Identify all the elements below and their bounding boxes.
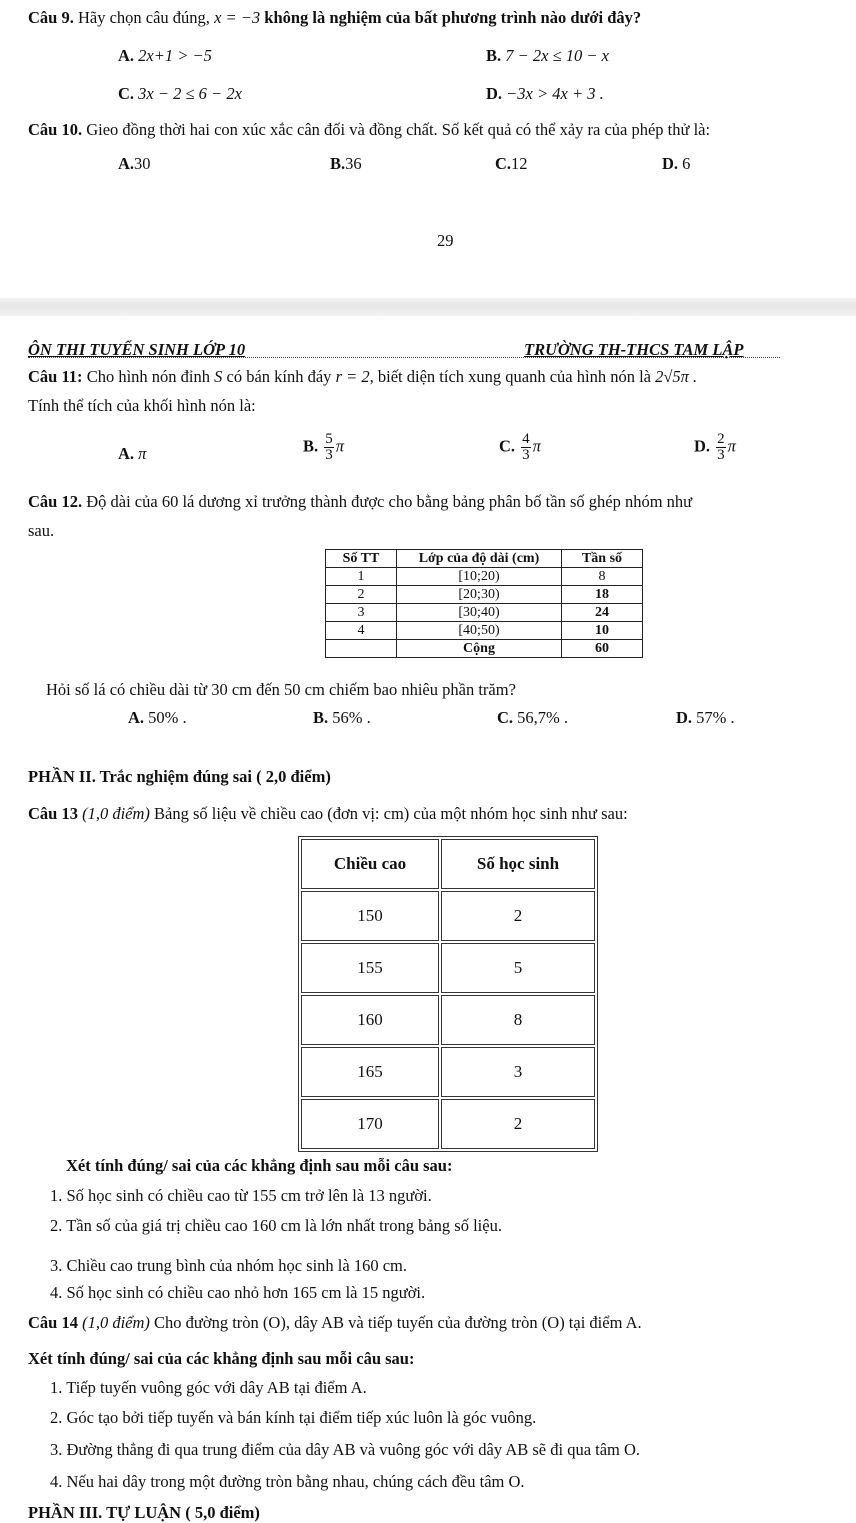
option-text: 2x+1 > −5 xyxy=(138,46,212,65)
option-letter: B. xyxy=(303,436,319,456)
table-total-row xyxy=(326,640,643,658)
page-break-gap xyxy=(0,298,856,316)
q9-option-b xyxy=(486,46,609,66)
part3-title-cut: PHẦN III. TỰ LUẬN ( 5,0 điểm) xyxy=(28,1503,260,1522)
q13-statement-3: 3. Chiều cao trung bình của nhóm học sinh là 160 cm. xyxy=(50,1256,407,1275)
q11-text-c: , biết diện tích xung quanh của hình nón là xyxy=(369,367,651,386)
q11-text-d: Tính thể tích của khối hình nón là: xyxy=(28,396,256,415)
option-letter: C. xyxy=(499,436,516,456)
q12-label: Câu 12. xyxy=(28,492,83,511)
table-cell: 8 xyxy=(441,995,595,1045)
option-letter: B. xyxy=(486,46,502,65)
q12-option-c xyxy=(497,708,568,728)
q11-text-a: Cho hình nón đỉnh xyxy=(86,367,210,386)
table-cell: [20;30) xyxy=(397,586,562,604)
q12-text-line1: Độ dài của 60 lá dương xỉ trưởng thành được cho bằng bảng phân bố tần số ghép nhóm như xyxy=(86,492,693,511)
option-text: π xyxy=(335,436,345,456)
q11-text-b: có bán kính đáy xyxy=(226,367,332,386)
option-letter: D. xyxy=(676,708,693,727)
q9-option-c xyxy=(118,84,242,104)
option-text: 30 xyxy=(134,154,151,173)
table-header-cell: Số TT xyxy=(326,550,397,568)
q12-option-d xyxy=(676,708,735,728)
q12-option-a xyxy=(128,708,187,728)
q14-text: Cho đường tròn (O), dây AB và tiếp tuyến của đường tròn (O) tại điểm A. xyxy=(154,1313,642,1332)
option-text: 56,7% . xyxy=(517,708,569,727)
q13-instruction: Xét tính đúng/ sai của các khẳng định sau mỗi câu sau: xyxy=(66,1156,453,1175)
table-header-row xyxy=(301,839,595,889)
q14-statement-2: 2. Góc tạo bởi tiếp tuyến và bán kính tại điểm tiếp xúc luôn là góc vuông. xyxy=(50,1408,537,1427)
q13-statement-1: 1. Số học sinh có chiều cao từ 155 cm trở lên là 13 người. xyxy=(50,1186,432,1205)
table-row xyxy=(326,568,643,586)
table-cell: 10 xyxy=(562,622,643,640)
q9-stem xyxy=(28,8,641,28)
table-cell: [10;20) xyxy=(397,568,562,586)
numerator: 5 xyxy=(325,431,333,447)
table-cell: 3 xyxy=(326,604,397,622)
option-letter: A. xyxy=(118,46,135,65)
table-header-cell: Chiều cao xyxy=(301,839,439,889)
table-row xyxy=(301,891,595,941)
q13-height-table xyxy=(298,836,598,1152)
option-letter: D. xyxy=(486,84,503,103)
q10-option-d xyxy=(662,154,690,174)
q11-option-d xyxy=(694,432,736,463)
table-cell: 4 xyxy=(326,622,397,640)
q13-statement-2: 2. Tần số của giá trị chiều cao 160 cm là lớn nhất trong bảng số liệu. xyxy=(50,1216,502,1235)
page-number: 29 xyxy=(437,231,454,250)
q12-question: Hỏi số lá có chiều dài từ 30 cm đến 50 cm chiếm bao nhiêu phần trăm? xyxy=(46,680,516,699)
q9-text-b: không là nghiệm của bất phương trình nào dưới đây? xyxy=(264,8,642,27)
table-cell: 1 xyxy=(326,568,397,586)
table-cell: 165 xyxy=(301,1047,439,1097)
q14-stem xyxy=(28,1313,642,1333)
q14-statement-3: 3. Đường thẳng đi qua trung điểm của dây AB và vuông góc với dây AB sẽ đi qua tâm O. xyxy=(50,1440,641,1459)
q11-option-a xyxy=(118,444,146,464)
table-row xyxy=(301,1099,595,1149)
option-text: 6 xyxy=(682,154,691,173)
option-letter: A. xyxy=(128,708,145,727)
q9-option-a xyxy=(118,46,212,66)
q11-expr-r: r = 2 xyxy=(335,367,370,386)
table-row xyxy=(326,586,643,604)
q10-option-c xyxy=(495,154,528,174)
table-row xyxy=(326,622,643,640)
option-text: 36 xyxy=(345,154,362,173)
q11-var-s: S xyxy=(214,367,223,386)
q10-label: Câu 10. xyxy=(28,120,83,139)
q14-statement-1: 1. Tiếp tuyến vuông góc với dây AB tại điểm A. xyxy=(50,1378,367,1397)
option-text: π xyxy=(727,436,736,456)
table-row xyxy=(301,995,595,1045)
q13-stem xyxy=(28,804,628,824)
option-text: π xyxy=(138,444,147,463)
table-cell: 2 xyxy=(441,891,595,941)
q11-option-b xyxy=(303,432,344,463)
option-text: 56% . xyxy=(332,708,371,727)
q10-stem xyxy=(28,120,710,140)
table-cell: 5 xyxy=(441,943,595,993)
q10-option-a xyxy=(118,154,151,174)
table-cell: 150 xyxy=(301,891,439,941)
option-letter: B. xyxy=(313,708,329,727)
table-header-cell: Số học sinh xyxy=(441,839,595,889)
q9-text-a: Hãy chọn câu đúng, xyxy=(77,8,210,27)
q13-statement-4: 4. Số học sinh có chiều cao nhỏ hơn 165 cm là 15 người. xyxy=(50,1283,426,1302)
header-left: ÔN THI TUYỂN SINH LỚP 10 xyxy=(28,340,246,359)
table-cell: 3 xyxy=(441,1047,595,1097)
table-cell: 8 xyxy=(562,568,643,586)
q11-option-c xyxy=(499,432,541,463)
q13-label: Câu 13 xyxy=(28,804,78,823)
q12-frequency-table xyxy=(325,549,643,658)
option-letter: B. xyxy=(330,154,346,173)
fraction xyxy=(716,432,726,463)
denominator: 3 xyxy=(325,447,333,463)
q14-points: (1,0 điểm) xyxy=(82,1313,150,1332)
q14-instruction: Xét tính đúng/ sai của các khẳng định sau mỗi câu sau: xyxy=(28,1349,415,1368)
denominator: 3 xyxy=(717,447,725,463)
table-cell: 170 xyxy=(301,1099,439,1149)
table-header-cell: Lớp của độ dài (cm) xyxy=(397,550,562,568)
q9-expr: x = −3 xyxy=(214,8,261,27)
option-letter: A. xyxy=(118,444,135,463)
option-text: −3x > 4x + 3 . xyxy=(506,84,604,103)
q14-statement-4: 4. Nếu hai dây trong một đường tròn bằng nhau, chúng cách đều tâm O. xyxy=(50,1472,525,1491)
q9-option-d xyxy=(486,84,604,104)
q13-points: (1,0 điểm) xyxy=(82,804,150,823)
q13-text: Bảng số liệu về chiều cao (đơn vị: cm) của một nhóm học sinh như sau: xyxy=(154,804,628,823)
option-text: 12 xyxy=(511,154,528,173)
option-text: 57% . xyxy=(696,708,735,727)
table-header-row xyxy=(326,550,643,568)
numerator: 4 xyxy=(522,431,530,447)
option-letter: A. xyxy=(118,154,135,173)
table-cell xyxy=(326,640,397,658)
option-letter: D. xyxy=(662,154,679,173)
q11-expr-area: 2√5π . xyxy=(655,367,698,386)
option-text: π xyxy=(532,436,541,456)
table-total-label: Cộng xyxy=(397,640,562,658)
table-cell: 2 xyxy=(326,586,397,604)
fraction xyxy=(521,432,531,463)
table-header-cell: Tần số xyxy=(562,550,643,568)
fraction xyxy=(324,432,334,463)
option-text: 7 − 2x ≤ 10 − x xyxy=(505,46,609,65)
q10-text: Gieo đồng thời hai con xúc xắc cân đối và đồng chất. Số kết quả có thể xảy ra của phép thử là: xyxy=(86,120,711,139)
q11-label: Câu 11: xyxy=(28,367,83,386)
option-text: 50% . xyxy=(148,708,187,727)
option-letter: C. xyxy=(497,708,514,727)
numerator: 2 xyxy=(717,431,725,447)
q10-option-b xyxy=(330,154,362,174)
table-cell: 160 xyxy=(301,995,439,1045)
option-letter: D. xyxy=(694,436,711,456)
denominator: 3 xyxy=(522,447,530,463)
header-right: TRƯỜNG TH-THCS TAM LẬP xyxy=(524,340,744,359)
table-row xyxy=(326,604,643,622)
table-cell: 2 xyxy=(441,1099,595,1149)
q12-stem xyxy=(28,492,692,512)
part2-title: PHẦN II. Trắc nghiệm đúng sai ( 2,0 điểm) xyxy=(28,767,331,786)
option-text: 3x − 2 ≤ 6 − 2x xyxy=(138,84,242,103)
option-letter: C. xyxy=(118,84,135,103)
q12-option-b xyxy=(313,708,371,728)
table-row xyxy=(301,1047,595,1097)
table-cell: 155 xyxy=(301,943,439,993)
q9-label: Câu 9. xyxy=(28,8,74,27)
header-rule xyxy=(28,357,780,358)
option-letter: C. xyxy=(495,154,512,173)
table-row xyxy=(301,943,595,993)
q11-stem xyxy=(28,367,697,387)
q12-text-line2: sau. xyxy=(28,521,55,540)
table-cell: 24 xyxy=(562,604,643,622)
table-total-value: 60 xyxy=(562,640,643,658)
table-cell: [30;40) xyxy=(397,604,562,622)
q14-label: Câu 14 xyxy=(28,1313,78,1332)
table-cell: 18 xyxy=(562,586,643,604)
table-cell: [40;50) xyxy=(397,622,562,640)
